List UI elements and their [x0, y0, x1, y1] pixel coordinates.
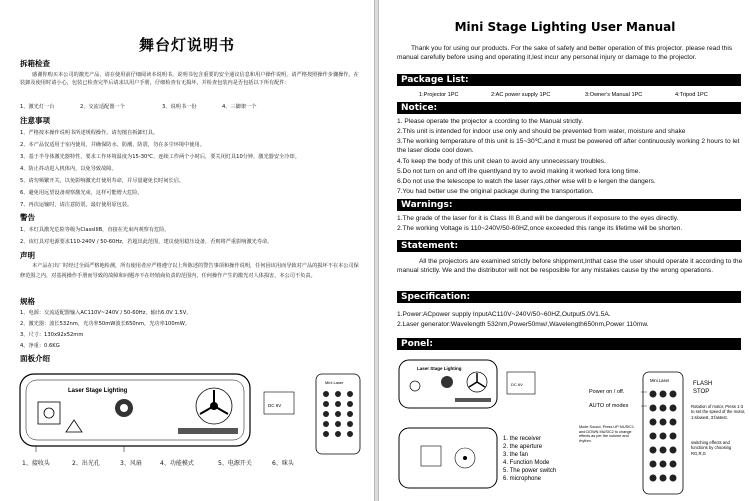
cn-intro-heading: 拆箱检查: [20, 59, 50, 68]
panel-part: 6. microphone: [503, 476, 542, 482]
remote-button: [660, 447, 667, 454]
remote-button: [670, 475, 677, 482]
remote-control: [641, 370, 685, 498]
remote-button: [650, 391, 657, 398]
remote-button: [670, 391, 677, 398]
panel-part: 3. the fan: [503, 452, 529, 458]
warning-item: 2.The working Voltage is 110~240V/50-60HZ,once exceeded this range its lifetime will be shorten.: [397, 225, 683, 232]
cn-warning-item: 2、该灯具对电源要求110-240V / 50-60Hz，若超出此范围，建议使用稳压设备，否则将严重影响激光寿命。: [20, 239, 273, 245]
cn-panel-label: 4、功能模式: [160, 460, 194, 467]
cn-panel-heading: 面板介绍: [20, 354, 50, 363]
cn-warning-item: 1、本灯具激光危险等级为ClassIIIB，直接在光束内观察有危险。: [20, 227, 170, 233]
cn-panel-label: 3、风扇: [120, 460, 142, 467]
cn-accessory: 2、交流适配器一个: [80, 104, 125, 110]
warning-item: 1.The grade of the laser for it is Class III B,and will be dangerous if exposure to the eyes directly.: [397, 215, 679, 222]
remote-button: [670, 461, 677, 468]
statement-heading-bar: Statement:: [397, 240, 741, 252]
remote-button: [650, 475, 657, 482]
spec-item: 1.Power:ACpower supply InputAC110V~240V/50~60HZ,Output5.0V1.5A.: [397, 311, 611, 318]
cn-caution-item: 1、严格按本操作说明书所述规程操作。请勿擅自拆卸灯具。: [20, 130, 159, 136]
panel-part: 5. The power switch: [503, 468, 557, 474]
mode-note: Mode Sound, Press UP MUSIC1 and DOWN MUSIC2 to change effects as per the volume and rhythm.: [579, 425, 635, 444]
cn-statement-text: 本产品在出厂时经过全面严格地检测，所有使用者应严格遵守以上所陈述的警告事项和操作说明，任何因该用而导致对产品的损坏不在本公司保修范围之内，对基视操作手册而导致的故障和问题亦不在经销商负责的范围内，任何操作产生的激光对人体损害，本公司不负责。: [20, 263, 359, 279]
notice-item: 1. Please operate the projector a ccording to the Manual strictly.: [397, 118, 584, 125]
notice-item: 6.Do not use the telescope to watch the laser rays,other wise will b e lergen the dangers.: [397, 178, 656, 185]
cn-caution-item: 3、基于半导体激光器特性，要求工作环境温度为15-30℃，连续工作两个小时后，要关闭灯具10分钟，激光器安全冷却。: [20, 154, 300, 160]
remote-button: [660, 419, 667, 426]
remote-button: [660, 391, 667, 398]
notice-item: 5.Do not turn on and off ifre quentlyand try to avoid making it worked fora long time.: [397, 168, 641, 175]
panel-part: 4. Function Mode: [503, 460, 550, 466]
switching-note: switching effects and functions by choosing RG,R,G: [691, 440, 732, 456]
package-item: 4:Tripod 1PC: [675, 92, 708, 98]
notice-item: 7.You had better use the original package during the transportation.: [397, 188, 594, 195]
package-item: 3:Owner's Manual 1PC: [585, 92, 643, 98]
cn-accessory: 3、说明书一份: [162, 104, 197, 110]
en-intro-text: Thank you for using our products. For the sake of safety and better operation of this projector. please read this manual carefully before using and operating it,lest incur any personal injury or damage to the projector.: [397, 45, 733, 62]
warnings-heading-bar: Warnings:: [397, 199, 741, 211]
fan-icon: [196, 388, 232, 424]
rotation-note: Rotation of motor, Press 1-3 to set the speed of the motor, 1:slowest, 3:fastest.: [691, 404, 746, 420]
cn-panel-label: 1、接收头: [22, 460, 50, 467]
remote-button: [670, 419, 677, 426]
cn-spec-item: 1、电源：交流适配器输入AC110V~240V / 50-60Hz，输出6.0V 1.5V。: [20, 310, 192, 316]
cn-intro-text: 感谢你购买本公司的激光产品，请在使用前仔细阅读本说明书，说明书包含重要的安全通议信息和用户操作说明，请严格按照操作步骤操作。在装卸及使用时请小心，包装已检查完毕后请求以用户手册，仔细检查有无损坏，并检查包装内是否包括以下所有配件：: [20, 72, 359, 87]
cn-spec-item: 3、尺寸：130x92x52mm: [20, 332, 84, 338]
cn-spec-item: 2、激光器：波长532nm，光功率50mW波长650nm，光功率100mW。: [20, 321, 191, 327]
cn-caution-item: 4、防止抖动进入机体内，以免导致故障。: [20, 166, 117, 172]
panel-heading-bar: Ponel:: [397, 338, 741, 350]
cn-device-diagram: [18, 370, 368, 455]
notice-item: 4.To keep the body of this unit clean to avoid any unnecessary troubles.: [397, 158, 606, 165]
cn-caution-item: 7、再次运输时，请注意防震。最好使用原包装。: [20, 202, 133, 208]
statement-text: All the projectors are examined strictly before shippment,Inthat case the user should operate it according to the manual strictly. We and the distributor will not be resposible for any mistakes cause by the wrong operations.: [397, 258, 743, 275]
package-item: 1:Projector 1PC: [419, 92, 459, 98]
remote-button: [660, 461, 667, 468]
remote-button: [650, 419, 657, 426]
remote-button: [650, 461, 657, 468]
cn-spec-heading: 规格: [20, 297, 35, 306]
remote-button: [670, 433, 677, 440]
cn-spec-item: 4、净重：0.6KG: [20, 343, 60, 349]
remote-title: Mini Laser: [650, 378, 670, 383]
remote-button: [650, 405, 657, 412]
remote-button: [660, 405, 667, 412]
cn-panel-label: 5、电源开关: [218, 460, 252, 467]
en-title: Mini Stage Lighting User Manual: [454, 20, 676, 34]
power-label: Power on / off.: [589, 389, 625, 395]
cn-caution-item: 5、请勿频繁开关，以免影响激光灯使用寿命，并尽量避免长时间长启。: [20, 178, 185, 184]
remote-button: [650, 447, 657, 454]
device-label: Laser Stage Lighting: [417, 366, 462, 371]
stop-label: STOP: [693, 389, 710, 395]
remote-button: [660, 475, 667, 482]
remote-button: [650, 433, 657, 440]
spec-item: 2.Laser generator:Wavelength 532nm,Power50mw/,Wavelength650nm,Power 110mw.: [397, 321, 649, 328]
spec-heading-bar: Specification:: [397, 291, 741, 303]
notice-item: 2.This unit is intended for indoor use only and should be prevented from water, moisture and shake: [397, 128, 686, 135]
cn-accessory: 4、三脚架一个: [222, 104, 257, 110]
cn-panel-label: 2、出光孔: [72, 460, 100, 467]
cn-warning-heading: 警告: [20, 213, 35, 222]
remote-button: [660, 433, 667, 440]
package-item: 2:AC power supply 1PC: [491, 92, 551, 98]
cn-statement-heading: 声明: [20, 251, 35, 260]
cn-title: 舞台灯说明书: [138, 36, 235, 54]
english-manual-page: [378, 0, 750, 501]
panel-part: 1. the receiver: [503, 436, 542, 442]
en-device-diagram: [395, 356, 575, 496]
aperture-icon: [441, 376, 453, 388]
flash-label: FLASH: [693, 381, 713, 387]
cn-caution-item: 2、本产品仅适用于室内使用，并确保防水、防潮、防震，勿在多尘环境中使用。: [20, 142, 205, 148]
dc-label: DC 6V: [511, 382, 523, 387]
notice-item: 3.The working temperature of this unit is 15~30℃,and it must be powered off after continuously working 2 hours to let the laser diode cool down.: [397, 138, 740, 155]
fan-icon: [467, 372, 487, 392]
cn-accessory: 1、激光灯一台: [20, 104, 55, 110]
device-top-outline: [399, 428, 497, 488]
panel-part: 2. the aperture: [503, 444, 543, 450]
auto-label: AUTO of modes: [589, 403, 629, 409]
dc-label: DC 6V: [268, 403, 282, 408]
remote-button: [670, 447, 677, 454]
package-heading-bar: Package List:: [397, 74, 741, 86]
cn-panel-label: 6、咪头: [272, 460, 294, 467]
cn-caution-heading: 注意事项: [20, 116, 50, 125]
device-label: Laser Stage Lighting: [68, 388, 128, 394]
notice-heading-bar: Notice:: [397, 102, 741, 114]
cn-caution-item: 6、避免用远望设备观察激光束，这样可能增大危险。: [20, 190, 143, 196]
remote-title: Mini Laser: [325, 380, 344, 385]
remote-button: [670, 405, 677, 412]
